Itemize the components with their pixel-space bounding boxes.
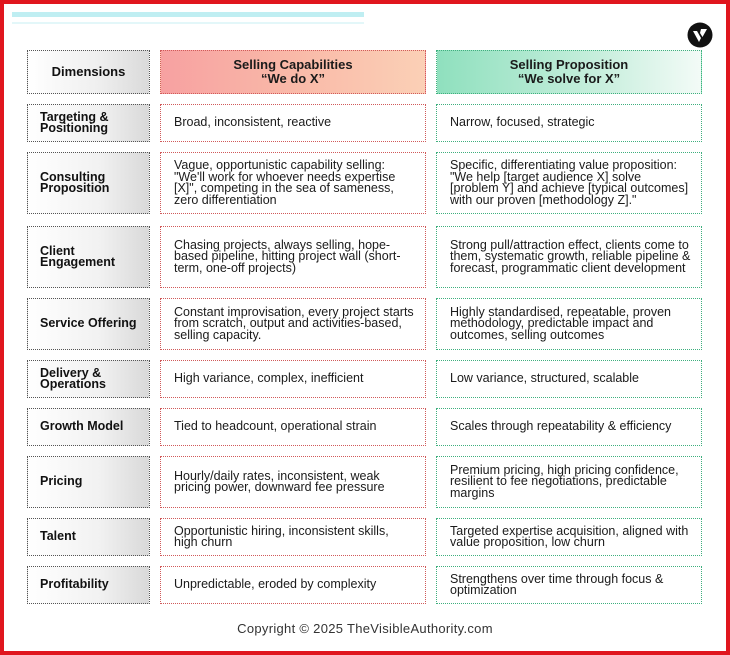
proposition-cell [436, 298, 702, 350]
dimension-cell [27, 408, 150, 446]
dimension-label: Targeting & Positioning [40, 109, 109, 135]
capabilities-text: Hourly/daily rates, inconsistent, weak pricing power, downward fee pressure [174, 468, 385, 494]
capabilities-text: Chasing projects, always selling, hope-based pipeline, hitting project wall (short-term, one-off projects) [174, 237, 401, 275]
brand-logo-icon [687, 22, 713, 48]
capabilities-cell [160, 566, 426, 604]
proposition-text: Narrow, focused, strategic [450, 115, 595, 130]
dimension-cell [27, 298, 150, 350]
capabilities-text: High variance, complex, inefficient [174, 371, 364, 386]
dimension-cell [27, 456, 150, 508]
dimension-label: Growth Model [40, 419, 124, 434]
copyright-footer: Copyright © 2025 TheVisibleAuthority.com [237, 621, 493, 636]
capabilities-cell [160, 104, 426, 142]
capabilities-cell [160, 360, 426, 398]
proposition-cell [436, 360, 702, 398]
dimension-cell [27, 518, 150, 556]
dimension-cell [27, 226, 150, 288]
proposition-text: Strong pull/attraction effect, clients come to them, systematic growth, reliable pipeline & forecast, programmatic client development [450, 237, 691, 275]
dimension-label: Client Engagement [40, 243, 116, 269]
dimension-cell [27, 152, 150, 214]
top-accent-line [12, 22, 364, 24]
proposition-cell [436, 226, 702, 288]
proposition-cell [436, 152, 702, 214]
proposition-cell [436, 518, 702, 556]
proposition-text: Targeted expertise acquisition, aligned with value proposition, low churn [450, 523, 689, 549]
capabilities-cell [160, 298, 426, 350]
selling-proposition-header [436, 50, 702, 94]
right-header-subtitle: “We solve for X” [517, 71, 621, 86]
dimension-label: Talent [40, 529, 76, 544]
dimension-label: Delivery & Operations [40, 365, 106, 391]
proposition-text: Low variance, structured, scalable [450, 371, 639, 386]
proposition-cell [436, 104, 702, 142]
capabilities-text: Broad, inconsistent, reactive [174, 115, 332, 130]
capabilities-cell [160, 456, 426, 508]
dimension-label: Pricing [40, 474, 83, 489]
dimension-cell [27, 566, 150, 604]
proposition-text: Specific, differentiating value proposition: "We help [target audience X] solve [problem Y] and achieve [typical outcomes] with our proven [methodology Z]." [450, 158, 689, 207]
capabilities-cell [160, 152, 426, 214]
capabilities-cell [160, 518, 426, 556]
dimension-cell [27, 104, 150, 142]
proposition-text: Highly standardised, repeatable, proven methodology, predictable impact and outcomes, selling outcomes [450, 304, 671, 342]
capabilities-cell [160, 408, 426, 446]
capabilities-text: Opportunistic hiring, inconsistent skills, high churn [174, 523, 389, 549]
selling-capabilities-header [160, 50, 426, 94]
dimensions-header-label: Dimensions [51, 64, 126, 80]
capabilities-text: Tied to headcount, operational strain [174, 419, 377, 434]
top-accent-bar [12, 12, 364, 17]
proposition-cell [436, 566, 702, 604]
dimension-cell [27, 360, 150, 398]
proposition-text: Strengthens over time through focus & optimization [450, 571, 664, 597]
proposition-text: Premium pricing, high pricing confidence, resilient to fee negotiations, predictable margins [450, 462, 679, 500]
capabilities-text: Vague, opportunistic capability selling: "We'll work for whoever needs expertise [X]", competing in the sea of sameness, zero differentiation [174, 158, 396, 207]
proposition-cell [436, 408, 702, 446]
left-header-title: Selling Capabilities [233, 57, 353, 72]
dimension-label: Service Offering [40, 316, 137, 331]
left-header-subtitle: “We do X” [260, 71, 326, 86]
capabilities-text: Constant improvisation, every project starts from scratch, output and activities-based, selling capacity. [174, 304, 414, 342]
capabilities-text: Unpredictable, eroded by complexity [174, 577, 377, 592]
dimension-label: Consulting Proposition [40, 169, 110, 195]
dimension-label: Profitability [40, 577, 109, 592]
right-header-title: Selling Proposition [509, 57, 629, 72]
proposition-text: Scales through repeatability & efficiency [450, 419, 672, 434]
proposition-cell [436, 456, 702, 508]
capabilities-cell [160, 226, 426, 288]
dimensions-header [27, 50, 150, 94]
